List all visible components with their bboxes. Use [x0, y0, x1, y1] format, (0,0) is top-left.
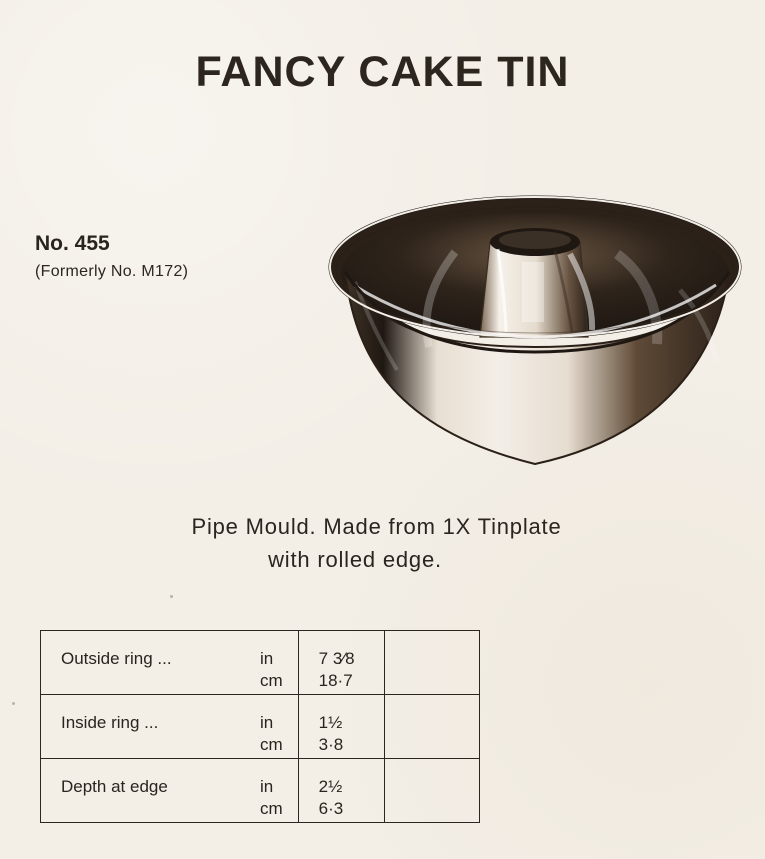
- product-number: No. 455: [35, 232, 110, 255]
- value-in: 1½: [318, 713, 343, 732]
- spec-label: Depth at edge: [61, 777, 168, 796]
- blank-cell: [384, 759, 479, 823]
- blank-cell: [384, 695, 479, 759]
- blank-cell: [384, 631, 479, 695]
- paper-speck: [170, 595, 173, 598]
- unit-in-label: in: [260, 649, 274, 668]
- value-cm: 18·7: [318, 671, 353, 690]
- table-row: [41, 695, 480, 759]
- former-product-number: (Formerly No. M172): [35, 263, 189, 280]
- cake-tin-illustration: [325, 182, 745, 472]
- spec-label-cell: [41, 695, 299, 759]
- spec-label-cell: [41, 631, 299, 695]
- table-row: [41, 759, 480, 823]
- specifications-table: [40, 630, 480, 823]
- unit-in-label: in: [260, 713, 274, 732]
- unit-in-label: in: [260, 777, 274, 796]
- table-row: [41, 631, 480, 695]
- spec-label-cell: [41, 759, 299, 823]
- paper-speck: [12, 702, 15, 705]
- unit-cm-label: cm: [260, 671, 283, 690]
- value-cm: 6·3: [318, 799, 344, 818]
- spec-label: Inside ring ...: [61, 713, 159, 732]
- description-line-1: Pipe Mould. Made from 1X Tinplate: [191, 514, 562, 539]
- value-in: 2½: [318, 777, 343, 796]
- unit-cm-label: cm: [260, 799, 283, 818]
- spec-value-cell: [298, 631, 384, 695]
- spec-label: Outside ring ...: [61, 649, 172, 668]
- product-description: [0, 510, 765, 576]
- spec-value-cell: [298, 759, 384, 823]
- spec-value-cell: [298, 695, 384, 759]
- value-cm: 3·8: [318, 735, 344, 754]
- unit-cm-label: cm: [260, 735, 283, 754]
- page-title: FANCY CAKE TIN: [195, 48, 570, 96]
- description-line-2: with rolled edge.: [268, 547, 442, 572]
- value-in: 7 3⁄8: [318, 649, 355, 668]
